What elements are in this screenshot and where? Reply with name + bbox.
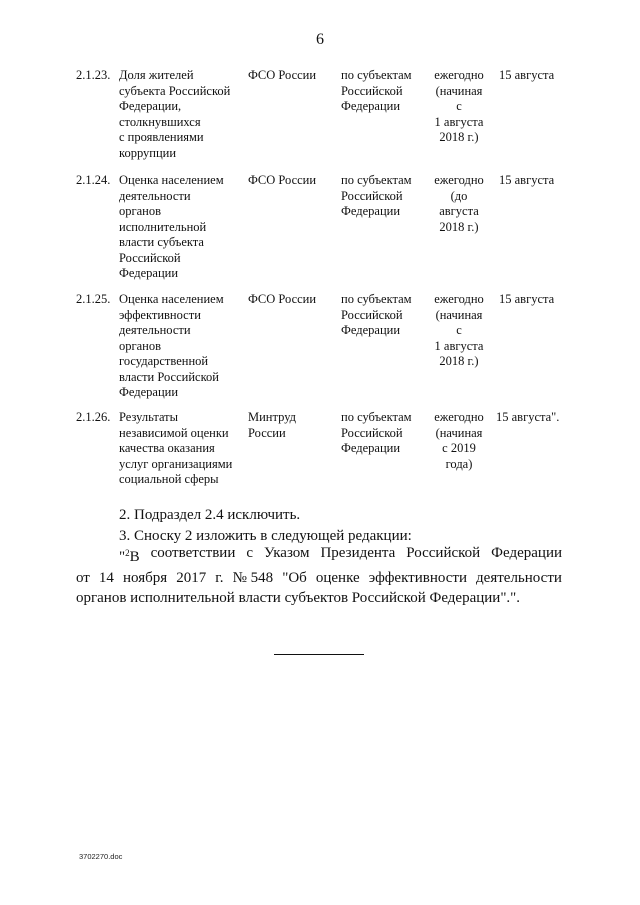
- responsible-agency: Минтруд России: [248, 410, 297, 440]
- indicator-name: Оценка населением деятельности органов исполнительной власти субъекта Российской Федерации: [119, 173, 224, 280]
- deadline: 15 августа: [499, 173, 555, 187]
- periodicity: ежегодно (начиная с 2019 года): [434, 410, 484, 471]
- periodicity: ежегодно (начиная с 1 августа 2018 г.): [434, 292, 484, 368]
- footnote-line-3: органов исполнительной власти субъектов Российской Федерации".".: [76, 590, 521, 606]
- periodicity: ежегодно (начиная с 1 августа 2018 г.): [434, 68, 484, 144]
- page-number: 6: [316, 31, 324, 48]
- footnote-line-2: от 14 ноября 2017 г. № 548 "Об оценке эффективности деятельности: [76, 569, 562, 586]
- paragraph-item-2: 2. Подраздел 2.4 исключить.: [119, 507, 301, 523]
- row-number: 2.1.23.: [76, 68, 111, 82]
- end-separator-line: [274, 654, 364, 655]
- aggregation-level: по субъектам Российской Федерации: [341, 173, 412, 218]
- footnote-text: [76, 543, 562, 609]
- responsible-agency: ФСО России: [248, 68, 317, 82]
- indicator-name: Результаты независимой оценки качества оказания услуг организациями социальной сферы: [119, 410, 233, 486]
- file-name: 3702270.doc: [79, 852, 123, 861]
- footnote-line-1: "$^2$В соответствии с Указом Президента Российской Федерации: [119, 545, 562, 565]
- footnote-mark: 2: [125, 548, 130, 558]
- row-number: 2.1.25.: [76, 292, 111, 306]
- paragraph-item-3: 3. Сноску 2 изложить в следующей редакции:: [119, 528, 412, 544]
- deadline: 15 августа".: [496, 410, 560, 424]
- deadline: 15 августа: [499, 68, 555, 82]
- responsible-agency: ФСО России: [248, 292, 317, 306]
- row-number: 2.1.24.: [76, 173, 111, 187]
- aggregation-level: по субъектам Российской Федерации: [341, 410, 412, 455]
- responsible-agency: ФСО России: [248, 173, 317, 187]
- aggregation-level: по субъектам Российской Федерации: [341, 68, 412, 113]
- deadline: 15 августа: [499, 292, 555, 306]
- indicator-name: Оценка населением эффективности деятельности органов государственной власти Российской Федерации: [119, 292, 224, 399]
- indicator-name: Доля жителей субъекта Российской Федерации, столкнувшихся с проявлениями коррупции: [119, 68, 231, 160]
- row-number: 2.1.26.: [76, 410, 111, 424]
- aggregation-level: по субъектам Российской Федерации: [341, 292, 412, 337]
- periodicity: ежегодно (до августа 2018 г.): [434, 173, 484, 234]
